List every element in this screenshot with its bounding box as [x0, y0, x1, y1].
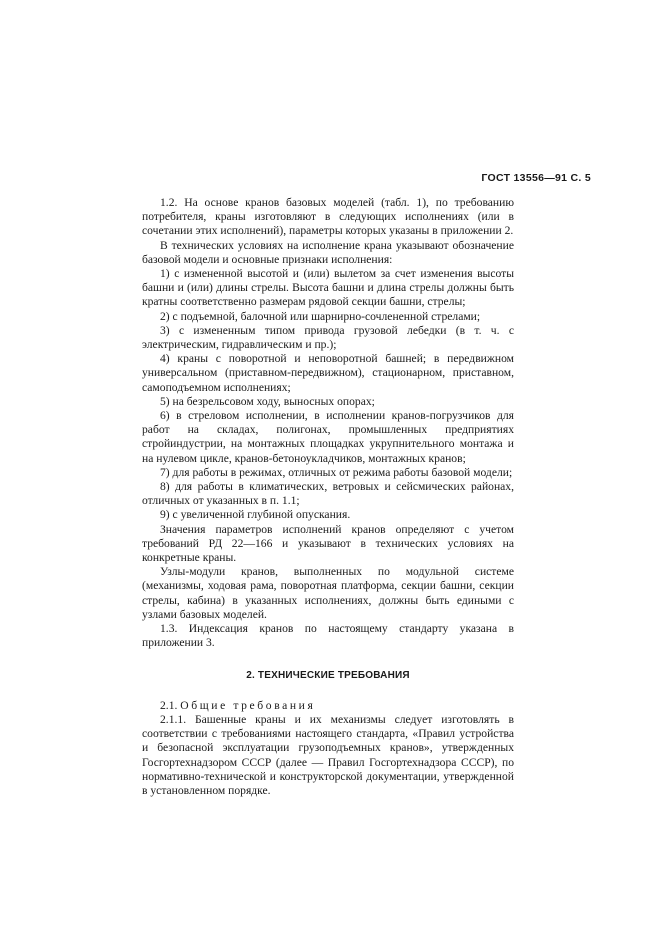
list-item: 9) с увеличенной глубиной опускания.: [160, 508, 351, 522]
list-item: 3) с измененным типом привода грузовой лебедки (в т. ч. с электрическим, гидравлическим и пр.);: [142, 323, 514, 352]
paragraph-1-3: 1.3. Индексация кранов по настоящему стандарту указана в приложении 3.: [142, 622, 514, 650]
paragraph-1-2: 1.2. На основе кранов базовых моделей (табл. 1), по требованию потребителя, краны изготовляют в следующих исполнениях (или в сочетании этих исполнений), параметры которых указаны в приложении 2.: [142, 196, 514, 238]
paragraph-modules: Узлы-модули кранов, выполненных по модульной системе (механизмы, ходовая рама, поворотная платформа, секции башни, секции стрелы, кабина) в указанных исполнениях, должны быть едиными с узлами базовых моделей.: [142, 565, 514, 621]
list-item: 8) для работы в климатических, ветровых и сейсмических районах, отличных от указанных в п. 1.1;: [142, 480, 514, 508]
list-item: 6) в стреловом исполнении, в исполнении кранов-погрузчиков для работ на складах, полигонах, промышленных предприятиях стройиндустрии, на монтажных площадках укрупнительного монтажа и на нулевом цикле, кранов-бетоноукладчиков, монтажных кранов;: [142, 409, 514, 465]
section-title: 2. ТЕХНИЧЕСКИЕ ТРЕБОВАНИЯ: [246, 669, 410, 681]
list-item: 2) с подъемной, балочной или шарнирно-сочлененной стрелами;: [160, 309, 481, 323]
subsection-number: 2.1.: [160, 698, 178, 712]
paragraph-2-1-1: 2.1.1. Башенные краны и их механизмы следует изготовлять в соответствии с требованиями настоящего стандарта, «Правил устройства и безопасной эксплуатации грузоподъемных кранов», утвержденных Госгортехнадзором СССР (далее — Правил Госгортехнадзора СССР), по нормативно-технической и конструкторской документации, утвержденной в установленном порядке.: [142, 712, 514, 797]
list-item: 7) для работы в режимах, отличных от режима работы базовой модели;: [160, 465, 513, 479]
paragraph-designation: В технических условиях на исполнение крана указывают обозначение базовой модели и основные признаки исполнения:: [142, 238, 514, 266]
list-item: 5) на безрельсовом ходу, выносных опорах;: [160, 394, 375, 408]
running-head: ГОСТ 13556—91 С. 5: [481, 172, 591, 184]
list-item: 1) с измененной высотой и (или) вылетом за счет изменения высоты башни и (или) длины стрелы. Высота башни и длина стрелы должны быть кратны соответственно размерам рядовой секции башни, стрелы;: [142, 267, 514, 309]
list-item: 4) краны с поворотной и неповоротной башней; в передвижном универсальном (приставном-передвижном), стационарном, приставном, самоподъемном исполнениях;: [142, 352, 514, 394]
document-body: [142, 196, 514, 798]
paragraph-values: Значения параметров исполнений кранов определяют с учетом требований РД 22—166 и указывают в технических условиях на конкретные краны.: [142, 522, 514, 565]
subsection-title: Общие требования: [180, 698, 316, 712]
subsection-heading: [142, 699, 514, 713]
